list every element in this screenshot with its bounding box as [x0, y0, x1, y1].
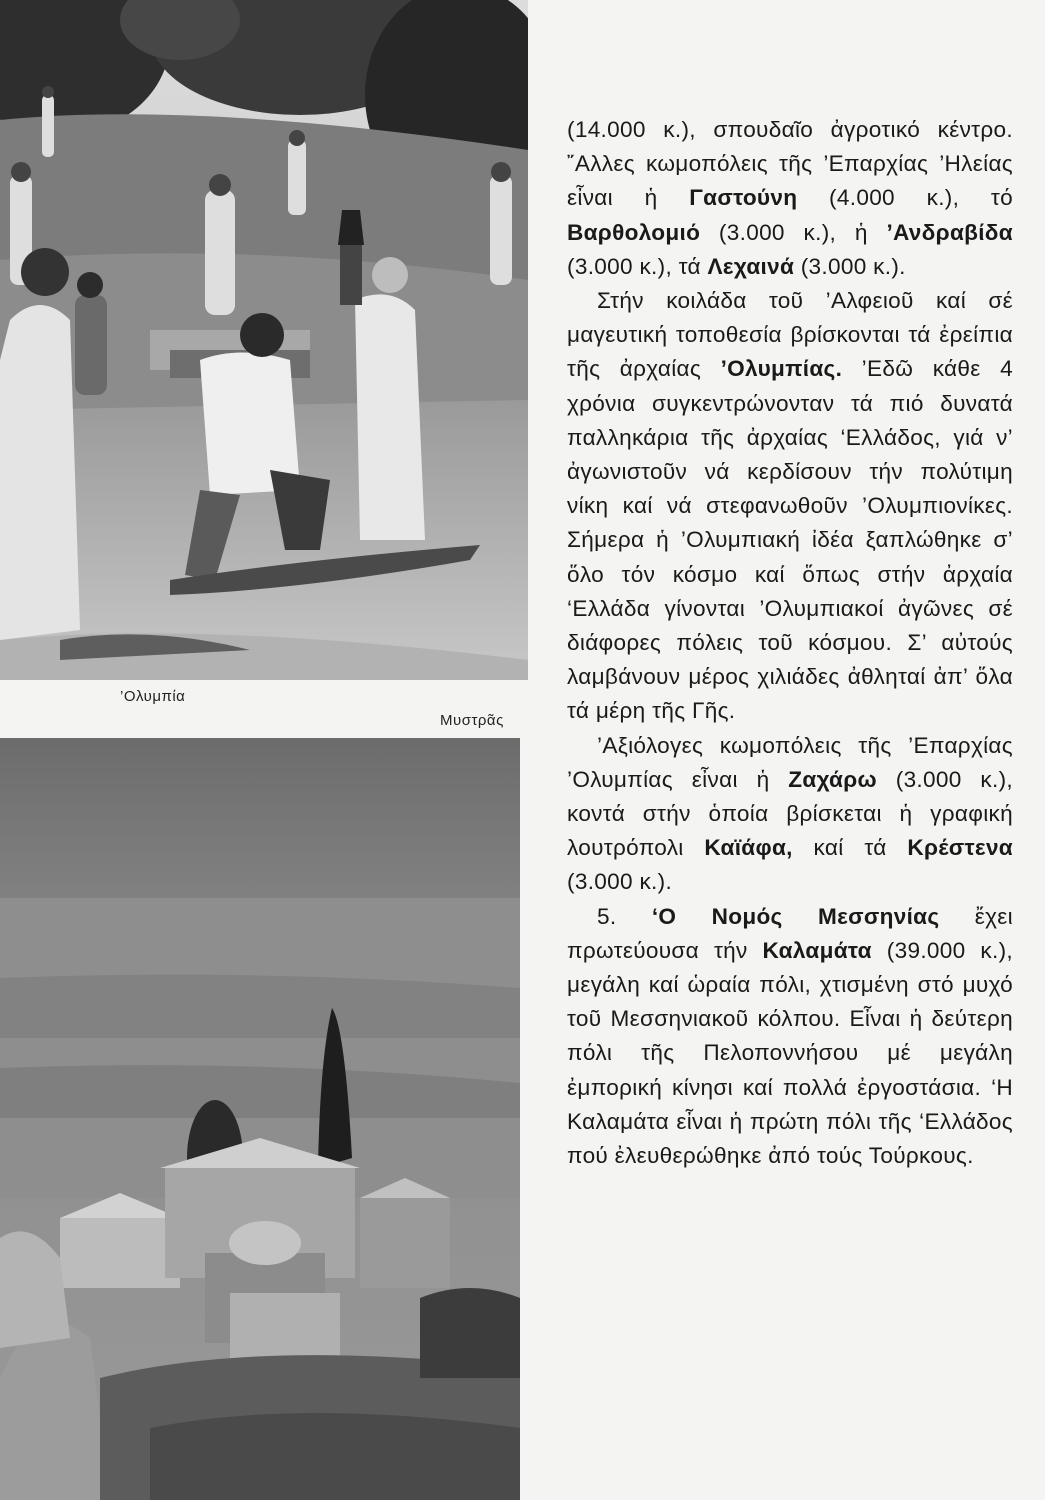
mystras-photo — [0, 738, 520, 1500]
caption-mystras: Μυστρᾶς — [440, 712, 504, 729]
text-run: ’Αξιόλογες κωμοπόλεις τῆς ’Επαρχίας ’Ολυμπίας εἶναι ἡ — [567, 732, 1013, 792]
paragraph — [567, 284, 1013, 729]
bold-term: Γαστούνη — [689, 185, 798, 211]
text-run: (4.000 κ.), τό — [797, 185, 1013, 211]
text-run: (3.000 κ.), ἡ — [700, 219, 887, 245]
text-run: ἔχει πρωτεύουσα τήν — [567, 903, 1013, 963]
olympia-photo — [0, 0, 528, 680]
paragraph — [567, 900, 1013, 1174]
text-run: (3.000 κ.). — [794, 253, 906, 279]
paragraph — [567, 729, 1013, 900]
bold-term: Κρέστενα — [907, 835, 1013, 861]
text-run: (3.000 κ.), τά — [567, 253, 708, 279]
bold-term: Ζαχάρω — [788, 766, 877, 792]
text-run: (3.000 κ.). — [567, 869, 673, 895]
bold-term: Καϊάφα, — [704, 835, 793, 861]
text-run: (39.000 κ.), μεγάλη καί ὡραία πόλι, χτισμένη στό μυχό τοῦ Μεσσηνιακοῦ κόλπου. Εἶναι ἡ δεύτερη πόλι τῆς Πελοποννήσου μέ μεγάλη ἐμπορική κίνησι καί πολλά ἐργοστάσια. ‘Η Καλαμάτα εἶναι ἡ πρώτη πόλι τῆς ‘Ελλάδος πού ἐλευθερώθηκε ἀπό τούς Τούρκους. — [567, 937, 1013, 1169]
text-run: 5. — [597, 903, 652, 929]
caption-olympia: ’Ολυμπία — [120, 688, 186, 705]
bold-term: Βαρθολομιό — [567, 219, 701, 245]
paragraph — [567, 113, 1013, 284]
text-run: (3.000 κ.), κοντά στήν ὁποία βρίσκεται ἡ γραφική λουτρόπολι — [567, 766, 1013, 861]
text-run: (14.000 κ.), σπουδαῖο ἀγροτικό κέντρο. ῎Αλλες κωμοπόλεις τῆς ’Επαρχίας ’Ηλείας εἶναι ἡ — [567, 117, 1013, 211]
bold-term: ’Ολυμπίας. — [720, 356, 843, 382]
bold-term: ’Ανδραβίδα — [886, 219, 1013, 245]
body-text — [567, 113, 1013, 1173]
text-run: Στήν κοιλάδα τοῦ ’Αλφειοῦ καί σέ μαγευτική τοποθεσία βρίσκονται τά ἐρείπια τῆς ἀρχαίας — [567, 288, 1013, 382]
bold-term: Λεχαινά — [707, 253, 795, 279]
text-run: καί τά — [792, 835, 908, 861]
bold-term: ‘Ο Νομός Μεσσηνίας — [651, 903, 940, 929]
text-run: ’Εδῶ κάθε 4 χρόνια συγκεντρώνονταν τά πιό δυνατά παλληκάρια τῆς ἀρχαίας ‘Ελλάδος, γιά ν’ ἀγωνιστοῦν νά κερδίσουν τήν πολύτιμη νίκη καί νά στεφανωθοῦν ’Ολυμπιονίκες. Σήμερα ἡ ’Ολυμπιακή ἰδέα ξαπλώθηκε σ’ ὅλο τόν κόσμο καί ὅπως στήν ἀρχαία ‘Ελλάδα γίνονται ’Ολυμπιακοί ἀγῶνες σέ διάφορες πόλεις τοῦ κόσμου. Σ’ αὐτούς λαμβάνουν μέρος χιλιάδες ἀθληταί ἀπ’ ὅλα τά μέρη τῆς Γῆς. — [567, 356, 1013, 724]
bold-term: Καλαμάτα — [762, 937, 872, 963]
